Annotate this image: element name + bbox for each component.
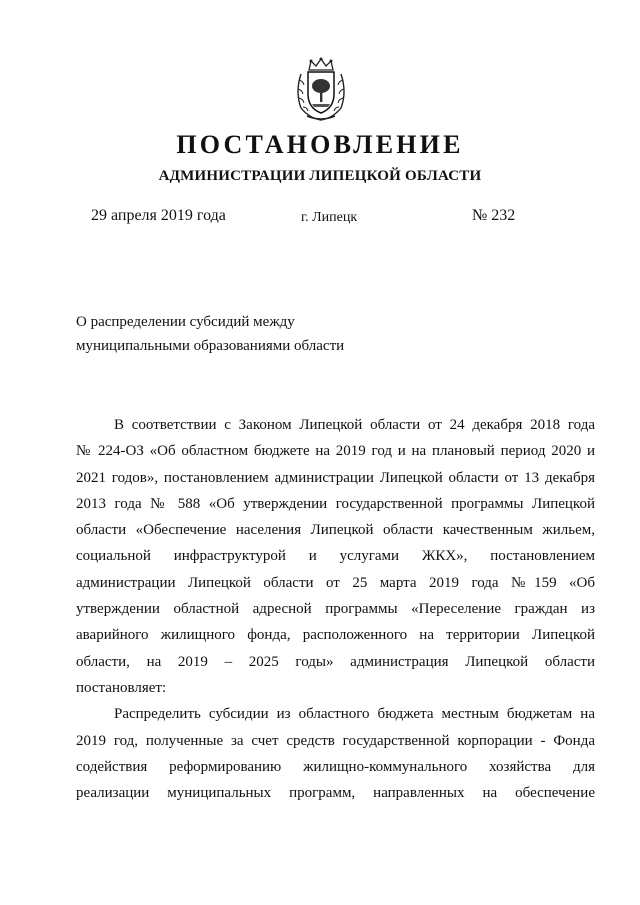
body-line: аварийного жилищного фонда, расположенного на территории Липецкой: [76, 627, 595, 644]
body-line: В соответствии с Законом Липецкой области от 24 декабря 2018 года: [114, 417, 595, 433]
subject-line: муниципальными образованиями области: [76, 338, 345, 354]
issuing-authority: АДМИНИСТРАЦИИ ЛИПЕЦКОЙ ОБЛАСТИ: [158, 168, 482, 184]
body-line: социальной инфраструктурой и услугами ЖКХ», постановлением: [76, 548, 595, 565]
coat-of-arms-icon: [293, 56, 349, 122]
document-city: г. Липецк: [301, 210, 358, 225]
document-subject: [76, 310, 344, 358]
body-line: области «Обеспечение населения Липецкой области качественным жильем,: [76, 522, 595, 539]
document-body: [76, 412, 595, 806]
document-date: 29 апреля 2019 года: [91, 207, 226, 224]
body-line: постановляет:: [76, 679, 167, 696]
body-line: 2021 годов», постановлением администрации Липецкой области от 13 декабря: [76, 469, 595, 486]
body-line: № 224-ОЗ «Об областном бюджете на 2019 год и на плановый период 2020 и: [76, 443, 595, 460]
subject-line: О распределении субсидий между: [76, 314, 295, 330]
document-title: ПОСТАНОВЛЕНИЕ: [176, 130, 464, 159]
body-line: 2019 год, полученные за счет средств государственной корпорации - Фонда: [76, 732, 595, 749]
body-line: Распределить субсидии из областного бюджета местным бюджетам на: [114, 706, 595, 723]
body-line: области, на 2019 – 2025 годы» администрация Липецкой области: [76, 653, 595, 670]
body-line: администрации Липецкой области от 25 марта 2019 года №159 «Об: [76, 574, 595, 591]
body-line: содействия реформированию жилищно-коммунального хозяйства для: [76, 758, 595, 775]
document-number: № 232: [472, 207, 516, 224]
body-line: 2013 года № 588 «Об утверждении государственной программы Липецкой: [76, 495, 595, 512]
body-line: реализации муниципальных программ, направленных на обеспечение: [76, 785, 595, 802]
body-line: утверждении областной адресной программы «Переселение граждан из: [76, 601, 595, 618]
